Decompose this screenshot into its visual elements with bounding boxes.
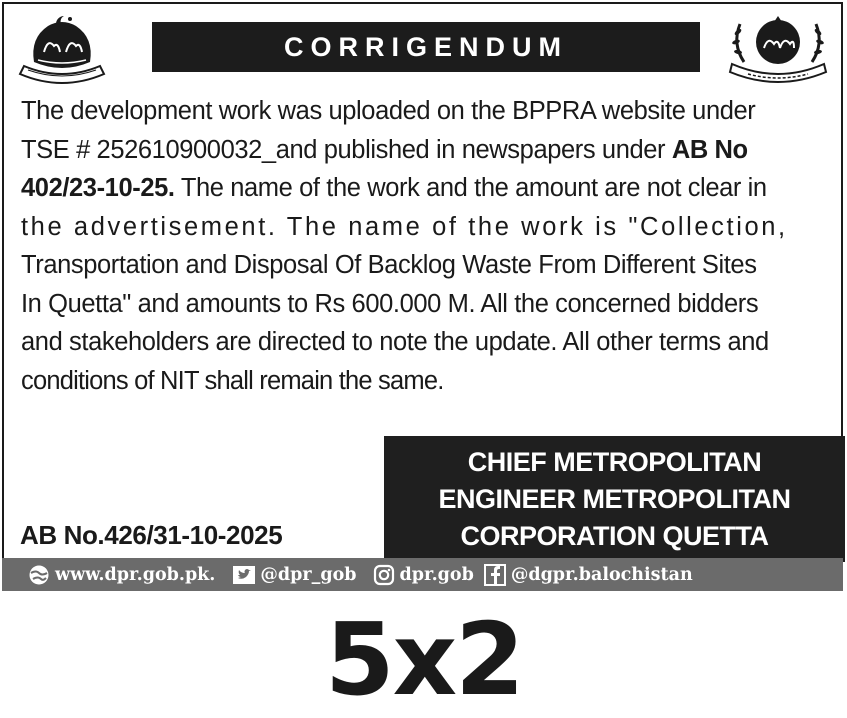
ad-size-label: 5x2: [325, 601, 523, 718]
signature-line: ENGINEER METROPOLITAN: [438, 483, 791, 514]
footer-bar: [2, 558, 843, 591]
facebook-icon: [484, 564, 506, 586]
body-line: conditions of NIT shall remain the same.: [21, 366, 444, 395]
footer-instagram[interactable]: [373, 564, 474, 586]
advertisement-box: [2, 2, 843, 591]
body-line: The name of the work and the amount are not clear in: [174, 174, 767, 202]
footer-facebook[interactable]: [484, 564, 693, 586]
website-text: www.dpr.gob.pk.: [55, 564, 216, 585]
dpr-emblem-icon: [718, 8, 838, 88]
corrigendum-body: [21, 92, 832, 400]
instagram-icon: [373, 564, 395, 586]
body-bold-ref: 402/23-10-25.: [21, 174, 175, 202]
twitter-icon: [233, 564, 255, 586]
balochistan-emblem-icon: [14, 8, 110, 90]
signature-block: [384, 436, 845, 562]
body-line: and stakeholders are directed to note the update. All other terms and: [21, 328, 769, 356]
body-line: TSE # 252610900032_and published in newspapers under: [21, 135, 672, 164]
globe-icon: [28, 564, 50, 586]
body-line: the advertisement. The name of the work is "Collection,: [21, 212, 788, 241]
body-line: Transportation and Disposal Of Backlog Waste From Different Sites: [21, 251, 757, 279]
facebook-text: @dgpr.balochistan: [510, 564, 693, 585]
body-line: The development work was uploaded on the BPPRA website under: [21, 97, 756, 125]
body-line: In Quetta" and amounts to Rs 600.000 M. All the concerned bidders: [21, 289, 759, 318]
footer-website[interactable]: [28, 564, 215, 586]
body-bold-ref: AB No: [671, 135, 748, 164]
twitter-text: @dpr_gob: [260, 564, 357, 585]
signature-line: CORPORATION QUETTA: [460, 520, 769, 551]
footer-twitter[interactable]: [233, 564, 356, 586]
instagram-text: dpr.gob: [399, 564, 474, 585]
ab-number: AB No.426/31-10-2025: [20, 520, 283, 550]
corrigendum-title: CORRIGENDUM: [152, 22, 700, 72]
signature-line: CHIEF METROPOLITAN: [467, 446, 762, 477]
